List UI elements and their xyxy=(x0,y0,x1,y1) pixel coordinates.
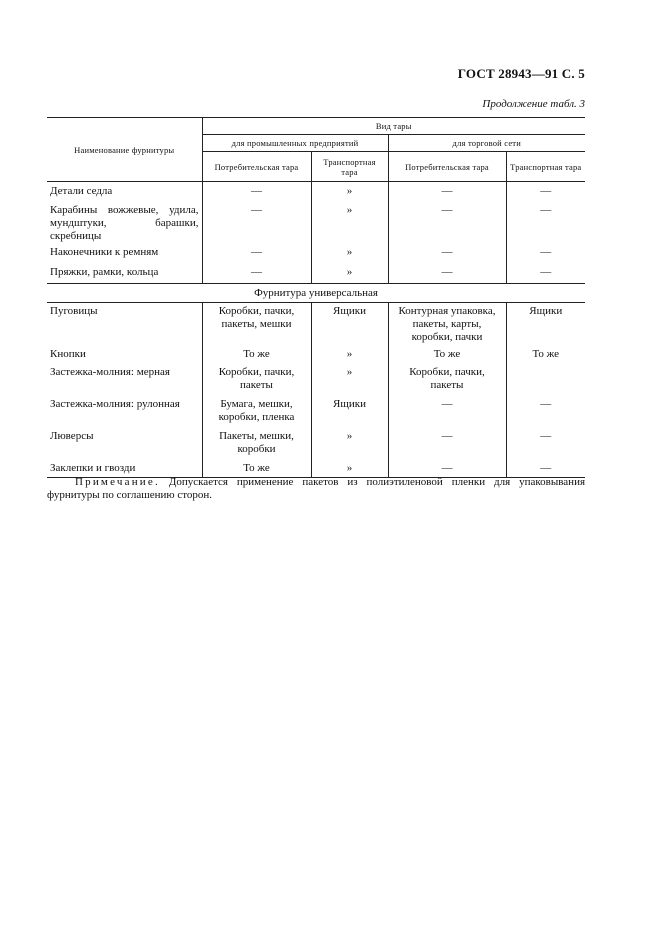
row-name: Люверсы xyxy=(50,429,94,442)
note-label: Примечание. xyxy=(75,476,160,488)
cell: Коробки, пачки, пакеты xyxy=(388,364,506,396)
cell: — xyxy=(506,264,585,284)
cell: — xyxy=(506,182,585,202)
cell: — xyxy=(506,396,585,428)
row-name: Детали седла xyxy=(50,185,113,197)
row-name: Карабины вожжевые, удила, мундштуки, барашки, скребницы xyxy=(50,203,199,242)
table-row xyxy=(47,303,585,346)
table-note xyxy=(47,476,585,502)
cell: Коробки, пачки, пакеты xyxy=(202,364,311,396)
table-continuation-label: Продолжение табл. 3 xyxy=(482,98,585,110)
cell: — xyxy=(202,244,311,264)
cell: — xyxy=(388,264,506,284)
row-name: Пуговицы xyxy=(50,305,98,317)
cell: » xyxy=(311,182,388,202)
row-name: Пряжки, рамки, кольца xyxy=(47,264,202,284)
note-text: Допускается применение пакетов из полиэтиленовой пленки для упаковывания фурнитуры по соглашению сторон. xyxy=(47,476,586,501)
cell: — xyxy=(388,182,506,202)
cell xyxy=(506,364,585,396)
cell: » xyxy=(311,264,388,284)
cell: — xyxy=(202,182,311,202)
row-name: Кнопки xyxy=(50,347,86,360)
table-row xyxy=(47,428,585,460)
table-row xyxy=(47,182,585,202)
row-name: Заклепки и гвозди xyxy=(47,460,202,478)
cell: » xyxy=(311,364,388,396)
cell: То же xyxy=(202,460,311,478)
table-row xyxy=(47,264,585,284)
cell: Коробки, пачки, пакеты, мешки xyxy=(202,303,311,346)
cell: — xyxy=(506,428,585,460)
table-row xyxy=(47,202,585,244)
cell: Пакеты, мешки, коробки xyxy=(202,428,311,460)
header-trade: для торговой сети xyxy=(388,135,585,152)
table-row xyxy=(47,346,585,364)
header-industrial: для промышленных предприятий xyxy=(202,135,388,152)
cell: — xyxy=(202,202,311,244)
cell: Ящики xyxy=(506,303,585,346)
cell: — xyxy=(202,264,311,284)
cell: — xyxy=(388,428,506,460)
header-container-type: Вид тары xyxy=(202,118,585,135)
cell: — xyxy=(506,244,585,264)
cell: » xyxy=(311,428,388,460)
header-industrial-consumer: Потребительская тара xyxy=(202,152,311,182)
cell: » xyxy=(311,244,388,264)
document-reference: ГОСТ 28943—91 С. 5 xyxy=(457,66,585,81)
cell: Ящики xyxy=(311,396,388,428)
table-row xyxy=(47,460,585,478)
cell: — xyxy=(388,396,506,428)
header-industrial-transport: Транспортная тара xyxy=(311,152,388,182)
cell: » xyxy=(311,202,388,244)
cell: — xyxy=(388,460,506,478)
header-trade-transport: Транспортная тара xyxy=(506,152,585,182)
cell: — xyxy=(506,202,585,244)
header-item-name: Наименование фурнитуры xyxy=(47,118,202,182)
cell: То же xyxy=(202,346,311,364)
table-row xyxy=(47,244,585,264)
cell: » xyxy=(311,346,388,364)
section-title: Фурнитура универсальная xyxy=(47,284,585,303)
cell: — xyxy=(506,460,585,478)
cell: Бумага, мешки, коробки, пленка xyxy=(202,396,311,428)
table-row xyxy=(47,396,585,428)
table-row xyxy=(47,364,585,396)
row-name: Наконечники к ремням xyxy=(50,245,159,258)
row-name: Застежка-молния: рулонная xyxy=(50,397,180,410)
section-row xyxy=(47,284,585,303)
cell: — xyxy=(388,244,506,264)
packaging-table xyxy=(47,117,585,478)
cell: » xyxy=(311,460,388,478)
cell: — xyxy=(388,202,506,244)
cell: То же xyxy=(506,346,585,364)
cell: Ящики xyxy=(311,303,388,346)
header-trade-consumer: Потребительская тара xyxy=(388,152,506,182)
cell: Контурная упаковка, пакеты, карты, коробки, пачки xyxy=(388,303,506,346)
cell: То же xyxy=(388,346,506,364)
row-name: Застежка-молния: мерная xyxy=(50,365,170,378)
